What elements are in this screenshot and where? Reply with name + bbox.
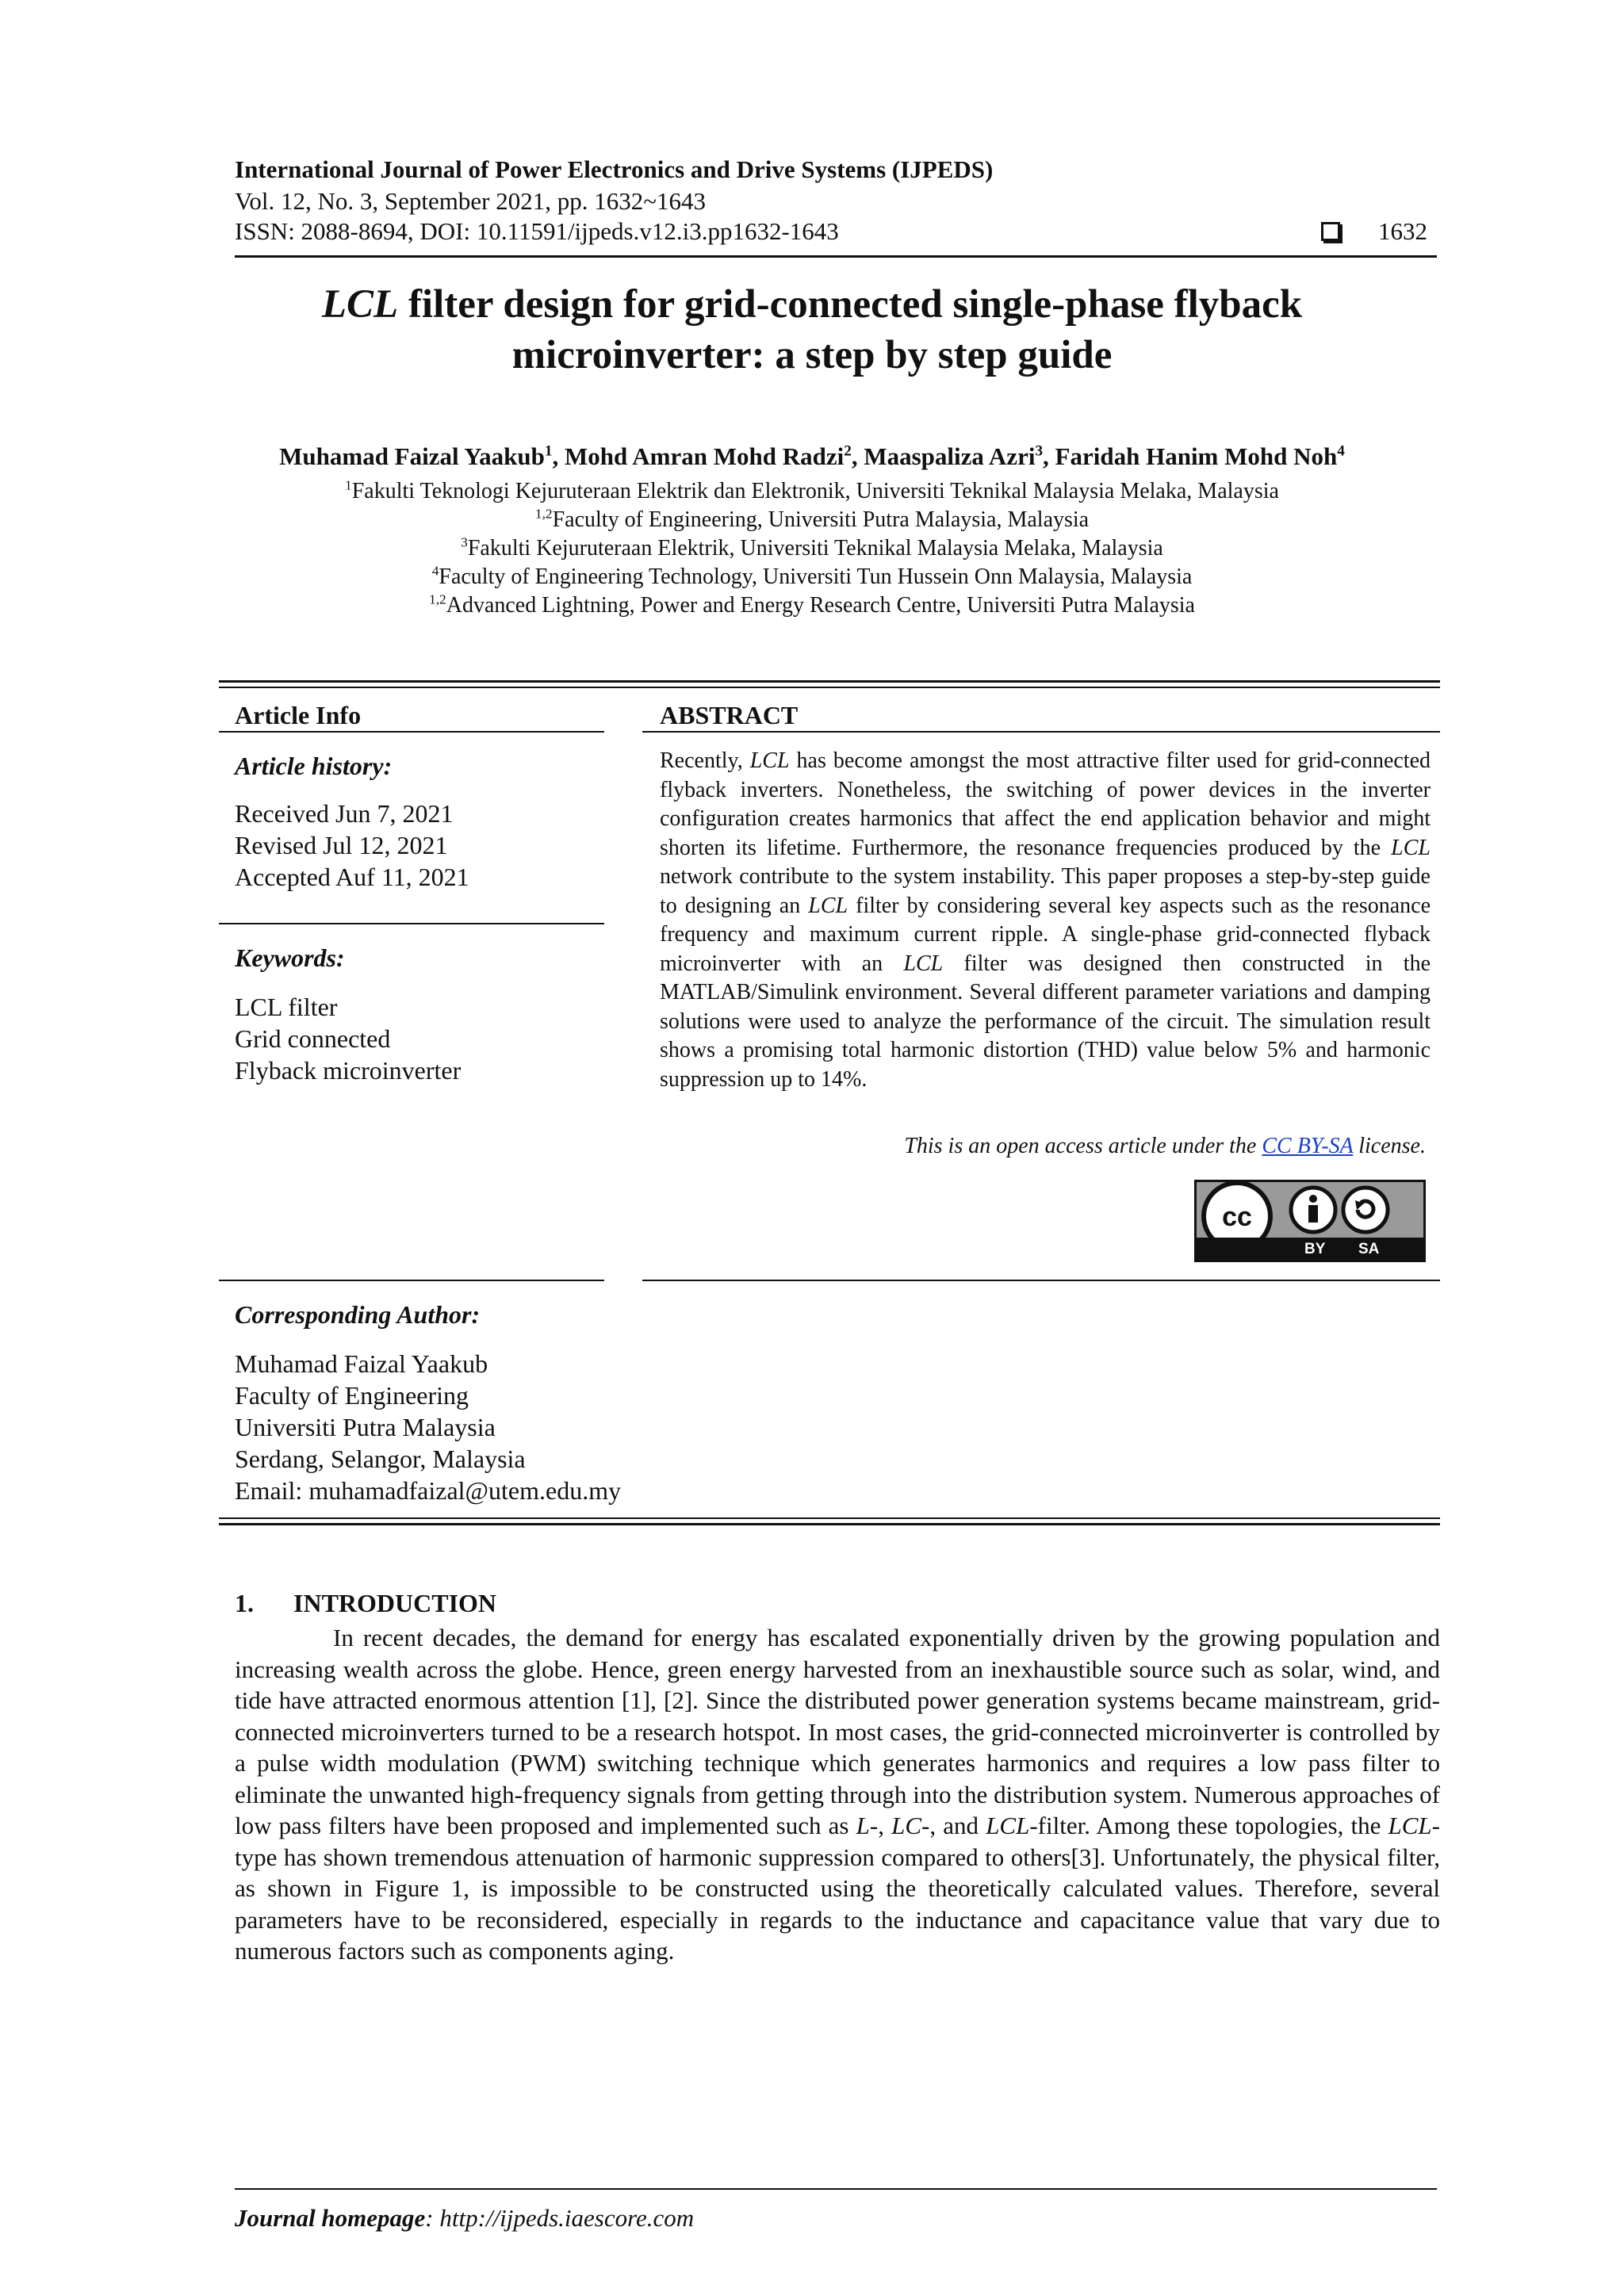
abstract-text: Recently, LCL has become amongst the most attractive filter used for grid-connected flyback inverters. Nonetheless, the switching of power devices in the inverter configuration creates harmonics that affect the end application behavior and might shorten its lifetime. Furthermore, the resonance frequencies produced by the LCL network contribute to the system instability. This paper proposes a step-by-step guide to designing an LCL filter by considering several key aspects such as the resonance frequency and maximum current ripple. A single-phase grid-connected flyback microinverter with an LCL filter was designed then constructed in the MATLAB/Simulink environment. Several different parameter variations and damping solutions were used to analyze the performance of the circuit. The simulation result shows a promising total harmonic distortion (THD) value below 5% and harmonic suppression up to 14%.	[660, 748, 1431, 1092]
author: Muhamad Faizal Yaakub$^1$,	[279, 442, 565, 470]
history-rule	[219, 923, 604, 924]
intro-heading: INTRODUCTION	[293, 1589, 497, 1617]
infobox-top-rule	[219, 680, 1440, 683]
journal-volume: Vol. 12, No. 3, September 2021, pp. 1632~1643	[235, 187, 706, 215]
keywords-rule	[219, 1280, 604, 1281]
history-accepted: Accepted Auf 11, 2021	[235, 863, 469, 891]
article-history-heading: Article history:	[235, 752, 393, 780]
badge-sa-label: SA	[1358, 1241, 1380, 1257]
article-info-rule	[219, 731, 604, 733]
header-rule	[235, 255, 1437, 258]
footer-rule	[235, 2188, 1437, 2190]
affiliation: $^1$Fakulti Teknologi Kejuruteraan Elektrik dan Elektronik, Universiti Teknikal Malaysia Melaka, Malaysia	[345, 477, 1279, 503]
affiliation: $^{1,2}$Advanced Lightning, Power and Energy Research Centre, Universiti Putra Malaysia	[429, 591, 1195, 618]
affiliation: $^{1,2}$Faculty of Engineering, Universiti Putra Malaysia, Malaysia	[534, 506, 1090, 532]
page-box-icon	[1321, 222, 1340, 241]
journal-name: International Journal of Power Electronics and Drive Systems (IJPEDS)	[235, 155, 994, 183]
affiliation: $^3$Fakulti Kejuruteraan Elektrik, Universiti Teknikal Malaysia Melaka, Malaysia	[461, 534, 1163, 561]
journal-homepage: Journal homepage: http://ijpeds.iaescore.com	[235, 2204, 695, 2232]
infobox-top-rule-2	[219, 687, 1440, 688]
corresponding-line: Muhamad Faizal Yaakub	[235, 1349, 488, 1378]
open-access-note: This is an open access article under the CC BY-SA license.	[904, 1134, 1426, 1158]
page-number: 1632	[1378, 217, 1427, 245]
infobox-bottom-rule-2	[219, 1523, 1440, 1525]
article-info-heading: Article Info	[235, 701, 362, 729]
keyword: Flyback microinverter	[235, 1056, 462, 1085]
badge-bar	[1197, 1238, 1423, 1260]
author: Faridah Hanim Mohd Noh$^4$	[1055, 442, 1345, 470]
infobox-bottom-rule	[219, 1517, 1440, 1519]
history-revised: Revised Jul 12, 2021	[235, 831, 448, 859]
author-list	[206, 442, 1418, 471]
corresponding-line: Serdang, Selangor, Malaysia	[235, 1445, 526, 1473]
title-line2: microinverter: a step by step guide	[511, 333, 1113, 377]
keyword: LCL filter	[235, 993, 338, 1021]
author: Mohd Amran Mohd Radzi$^2$,	[564, 442, 864, 470]
badge-by-label: BY	[1304, 1241, 1326, 1257]
title-italic: LCL	[321, 282, 399, 327]
author: Maaspaliza Azri$^3$,	[864, 442, 1055, 470]
cc-by-sa-badge[interactable]	[1194, 1180, 1426, 1262]
abstract-heading: ABSTRACT	[660, 701, 799, 729]
corresponding-heading: Corresponding Author:	[235, 1300, 481, 1329]
intro-number: 1.	[235, 1589, 254, 1617]
corresponding-line: Universiti Putra Malaysia	[235, 1413, 496, 1441]
title-line1: filter design for grid-connected single-phase flyback	[398, 282, 1303, 327]
keyword: Grid connected	[235, 1024, 391, 1053]
paper-title	[206, 279, 1418, 381]
corresponding-email: Email: muhamadfaizal@utem.edu.my	[235, 1476, 622, 1505]
affiliation: $^4$Faculty of Engineering Technology, Universiti Tun Hussein Onn Malaysia, Malaysia	[431, 563, 1193, 589]
keywords-heading: Keywords:	[235, 943, 345, 972]
svg-text:cc: cc	[1222, 1202, 1252, 1232]
abstract-rule	[642, 731, 1440, 733]
license-link[interactable]: CC BY-SA	[1262, 1134, 1354, 1158]
journal-issn-doi: ISSN: 2088-8694, DOI: 10.11591/ijpeds.v12.i3.pp1632-1643	[235, 217, 839, 245]
corresponding-line: Faculty of Engineering	[235, 1381, 469, 1410]
intro-paragraph: In recent decades, the demand for energy has escalated exponentially driven by the growing population and increasing wealth across the globe. Hence, green energy harvested from an inexhaustible source such as solar, wind, and tide have attracted enormous attention [1], [2]. Since the distributed power generation systems became mainstream, grid-connected microinverters turned to be a research hotspot. In most cases, the grid-connected microinverter is controlled by a pulse width modulation (PWM) switching technique which generates harmonics and requires a low pass filter to eliminate the unwanted high-frequency signals from getting through into the distribution system. Numerous approaches of low pass filters have been proposed and implemented such as L-, LC-, and LCL-filter. Among these topologies, the LCL- type has shown tremendous attenuation of harmonic suppression compared to others[3]. Unfortunately, the physical filter, as shown in Figure 1, is impossible to be constructed using the theoretically calculated values. Therefore, several parameters have to be reconsidered, especially in regards to the inductance and capacitance value that vary due to numerous factors such as components aging.	[235, 1624, 1440, 1965]
abstract-bottom-rule	[642, 1280, 1440, 1281]
history-received: Received Jun 7, 2021	[235, 799, 454, 828]
